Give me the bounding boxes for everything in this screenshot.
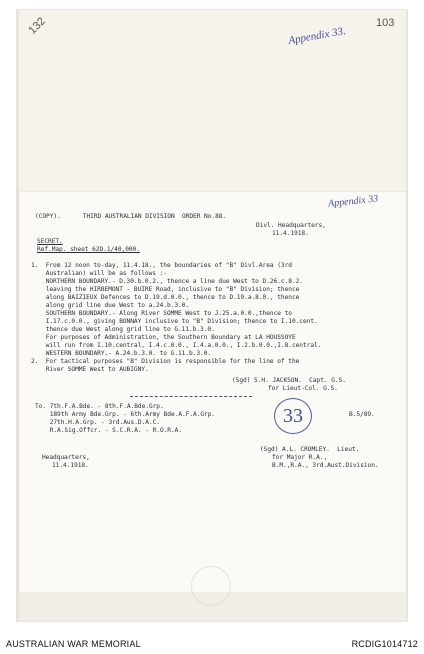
para-line: leaving the HIRBEMONT - BUIRE Road, inclusive to "B" Division; thence <box>31 286 300 293</box>
archive-record-id: RCDIG1014712 <box>351 639 418 649</box>
closing-headquarters: Headquarters, <box>42 454 90 461</box>
para-line: I.17.c.0.0., giving BONNAY inclusive to "B" Division; thence to I.10.cent. <box>31 318 318 325</box>
archive-credit: AUSTRALIAN WAR MEMORIAL <box>6 639 141 649</box>
distribution-reference: B.5/89. <box>349 411 375 418</box>
embossed-stamp <box>191 566 231 606</box>
para-line: For purposes of Administration, the Southern Boundary at LA HOUSSOYE <box>31 334 296 341</box>
signature-jackson: (Sgd) S.H. JACKSON. Capt. G.S. <box>232 377 346 384</box>
order-header: (COPY). THIRD AUSTRALIAN DIVISION ORDER No.88. <box>35 213 227 220</box>
distribution-line: 189th Army Bde.Grp. - 6th.Army Bde.A.F.A.Grp. <box>35 411 216 418</box>
para-line: thence due West along grid line to G.11.b.3.0. <box>31 326 215 333</box>
para-line: will run from I.10.central, I.4.c.0.0., I.4.a.0.0., I.2.b.0.0.,I.8.central. <box>31 342 322 349</box>
hq-line: Divl. Headquarters, <box>256 222 326 229</box>
para-line: WESTERN BOUNDARY.- A.24.b.3.0. to G.11.b.3.0. <box>31 350 212 357</box>
signature-cromley: (Sgd) A.L. CROMLEY. Lieut. <box>260 446 360 453</box>
appendix-note-second: Appendix 33 <box>327 193 379 210</box>
para-line: 1. From 12 noon to-day, 11.4.18., the boundaries of "B" Divl.Area (3rd <box>31 262 292 269</box>
cover-sheet <box>19 10 406 192</box>
para-line: NORTHERN BOUNDARY.- D.30.b.0.2., thence a line due West to D.26.c.8.2. <box>31 278 303 285</box>
secret-label: SECRET. <box>37 238 63 245</box>
para-line: along BAIZIEUX Defences to D.19.d.0.0., thence to D.19.a.8.0., thence <box>31 294 300 301</box>
separator-line <box>130 396 252 397</box>
signature-cromley-unit: B.M.,R.A., 3rd.Aust.Division. <box>272 462 379 469</box>
para-line: SOUTHERN BOUNDARY.- Along River SOMME West to J.25.a.0.0.,thence to <box>31 310 292 317</box>
para-line: River SOMME West to AUBIGNY. <box>31 366 149 373</box>
distribution-line: 27th.H.A.Grp. - 3rd.Aus.D.A.C. <box>35 419 160 426</box>
signature-cromley-for: for Major R.A., <box>272 454 328 461</box>
order-date: 11.4.1918. <box>272 230 309 237</box>
circled-number-mark: 33 <box>274 398 312 434</box>
distribution-line: R.A.Sig.Offcr. - S.C.R.A. - R.O.R.A. <box>35 427 183 434</box>
folio-number-left: 132 <box>26 15 48 37</box>
para-line: 2. For tactical purposes "B" Division is responsible for the line of the <box>31 358 300 365</box>
signature-jackson-for: for Lieut-Col. G.S. <box>268 385 338 392</box>
folio-number-right: 103 <box>376 17 395 29</box>
appendix-note-top: Appendix 33. <box>287 25 347 47</box>
distribution-line: To. 7th.F.A.Bde. - 8th.F.A.Bde.Grp. <box>35 403 164 410</box>
para-line: Australian) will be as follows :- <box>31 270 167 277</box>
para-line: along grid line due West to a.24.b.3.0. <box>31 302 190 309</box>
map-reference: Ref.Map. sheet 62D.1/40,000. <box>37 246 140 253</box>
closing-date: 11.4.1918. <box>52 462 89 469</box>
